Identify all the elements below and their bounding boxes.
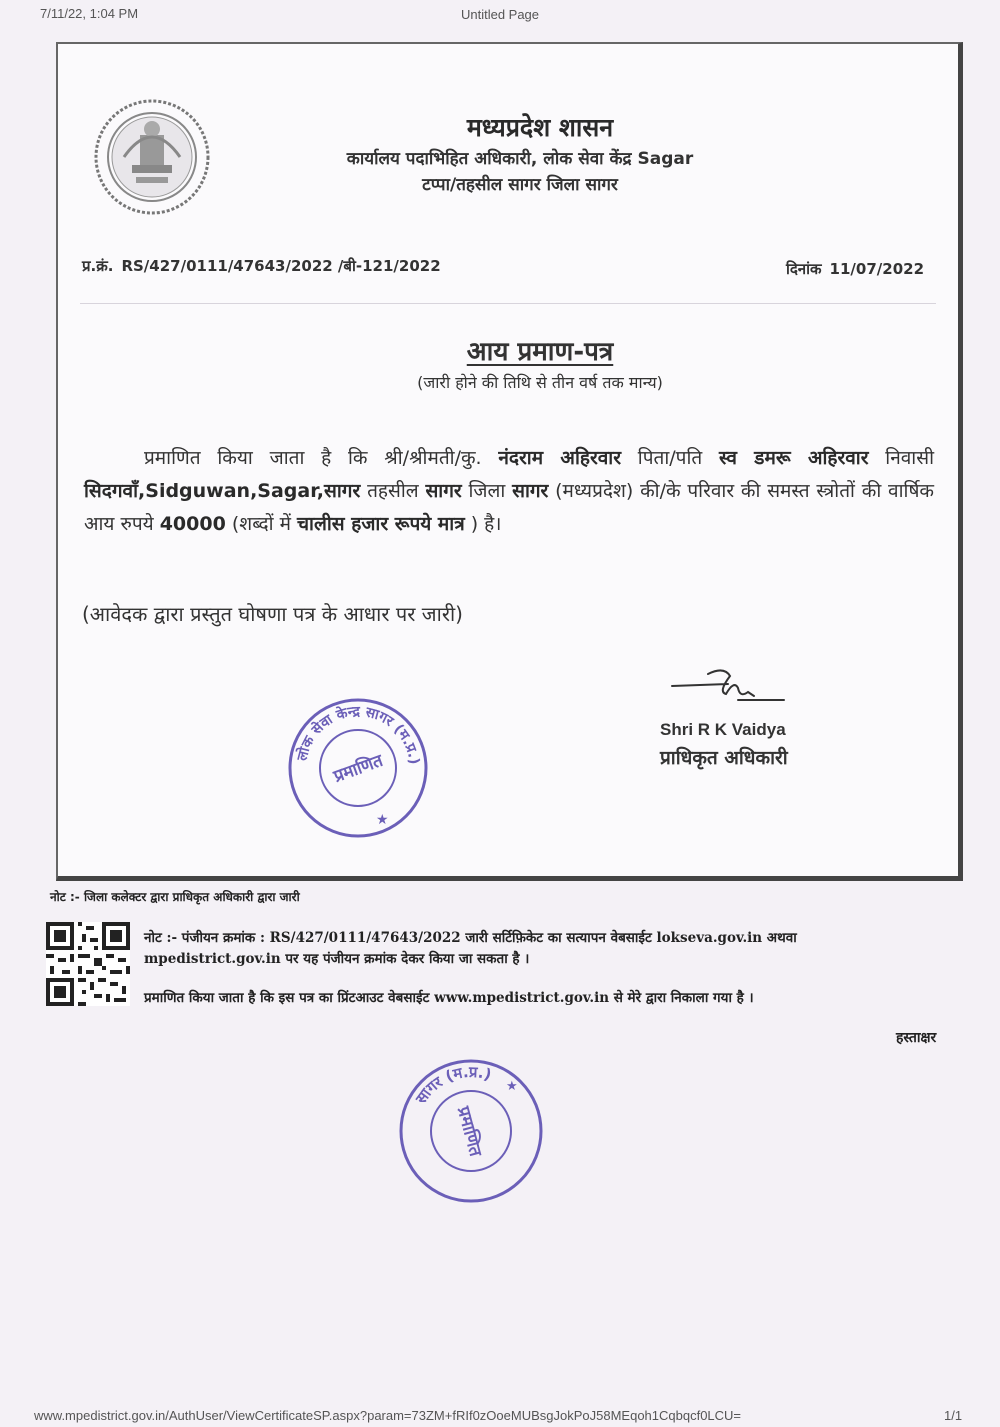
holder-name: नंदराम अहिरवार bbox=[498, 447, 621, 469]
certificate-title: आय प्रमाण-पत्र bbox=[466, 337, 614, 367]
office-location: टप्पा/तहसील सागर जिला सागर bbox=[422, 175, 618, 195]
reference-value: RS/427/0111/47643/2022 /बी-121/2022 bbox=[121, 257, 441, 275]
reference-number bbox=[82, 256, 441, 276]
annual-income: 40000 bbox=[159, 513, 226, 535]
certificate-body: प्रमाणित किया जाता है कि श्री/श्रीमती/कु. नंदराम अहिरवार पिता/पति स्व डमरू अहिरवार निवासी सिदगवाँ,Sidguwan,Sagar,सागर तहसील सागर जिला सागर (मध्यप्रदेश) की/के परिवार की समस्त स्त्रोतों की वार्षिक आय रुपये 40000 (शब्दों में चालीस हजार रूपये मात्र ) है। bbox=[84, 447, 935, 535]
signatory-name: Shri R K Vaidya bbox=[660, 720, 786, 739]
holder-address: सिदगवाँ,Sidguwan,Sagar,सागर bbox=[84, 480, 361, 502]
print-footer-url: www.mpedistrict.gov.in/AuthUser/ViewCertificateSP.aspx?param=73ZM+fRIf0zOoeMUBsgJokPoJ58MEqoh1Cqbqcf0LCU= bbox=[34, 1408, 742, 1423]
svg-text:लोक सेवा केन्द्र सागर (म.प्र.): लोक सेवा केन्द्र सागर (म.प्र.) bbox=[294, 703, 422, 766]
issue-date bbox=[786, 259, 924, 279]
income-in-words: चालीस हजार रूपये मात्र bbox=[296, 513, 465, 535]
signatory-designation: प्राधिकृत अधिकारी bbox=[660, 747, 788, 769]
svg-text:सागर (म.प्र.): सागर (म.प्र.) bbox=[412, 1062, 494, 1108]
print-page-title: Untitled Page bbox=[460, 7, 540, 22]
father-name: स्व डमरू अहिरवार bbox=[718, 447, 869, 469]
header-divider bbox=[80, 303, 936, 304]
govt-name: मध्यप्रदेश शासन bbox=[466, 113, 614, 142]
reference-label: प्र.क्रं. bbox=[82, 257, 114, 275]
svg-text:★: ★ bbox=[376, 812, 389, 828]
holder-district: सागर bbox=[512, 480, 549, 502]
svg-text:★: ★ bbox=[506, 1079, 518, 1094]
print-page-count: 1/1 bbox=[944, 1408, 963, 1423]
issue-date-value: 11/07/2022 bbox=[829, 260, 924, 278]
certificate-validity: (जारी होने की तिथि से तीन वर्ष तक मान्य) bbox=[417, 373, 663, 392]
holder-tehsil: सागर bbox=[425, 480, 462, 502]
signature-label: हस्ताक्षर bbox=[896, 1030, 937, 1046]
issuing-note: नोट :- जिला कलेक्टर द्वारा प्राधिकृत अधिकारी द्वारा जारी bbox=[50, 890, 300, 904]
office-name: कार्यालय पदाभिहित अधिकारी, लोक सेवा केंद्र Sagar bbox=[346, 149, 694, 169]
printout-note: प्रमाणित किया जाता है कि इस पत्र का प्रिंटआउट वेबसाईट www.mpedistrict.gov.in से मेरे द्वारा निकाला गया है । bbox=[144, 990, 754, 1006]
print-datetime: 7/11/22, 1:04 PM bbox=[40, 6, 139, 21]
issue-date-label: दिनांक bbox=[785, 260, 822, 278]
verification-qr-code bbox=[46, 922, 130, 1006]
verification-seal-stamp bbox=[396, 1056, 546, 1206]
state-emblem-icon bbox=[92, 97, 212, 217]
svg-text:प्रमाणित: प्रमाणित bbox=[331, 750, 386, 787]
office-seal-stamp bbox=[284, 694, 432, 842]
declaration-note: (आवेदक द्वारा प्रस्तुत घोषणा पत्र के आधार पर जारी) bbox=[82, 602, 463, 626]
handwritten-signature bbox=[668, 662, 788, 712]
verification-note: नोट :- पंजीयन क्रमांक : RS/427/0111/47643/2022 जारी सर्टिफ़िकेट का सत्यापन वेबसाईट lokseva.gov.in अथवा mpedistrict.gov.in पर यह पंजीयन क्रमांक देकर किया जा सकता है । bbox=[144, 930, 797, 967]
svg-text:प्रमाणित: प्रमाणित bbox=[452, 1104, 486, 1159]
